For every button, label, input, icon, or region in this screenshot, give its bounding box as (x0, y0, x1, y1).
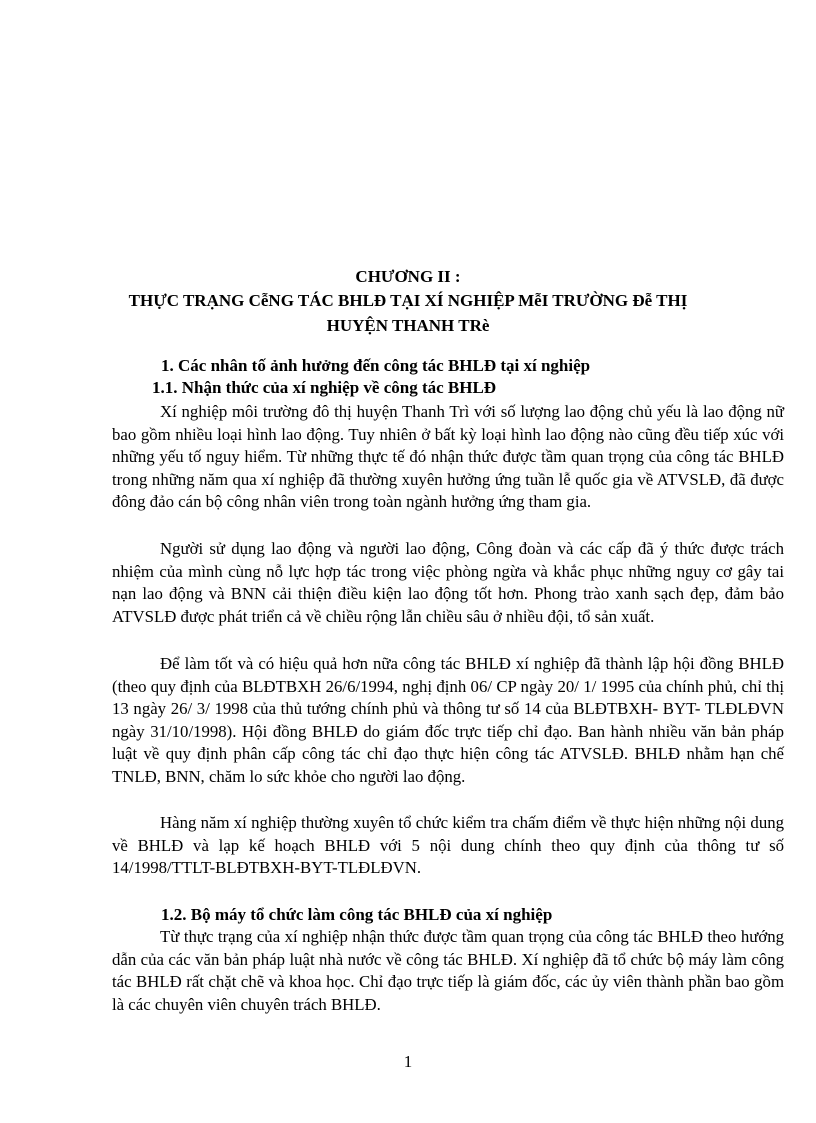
chapter-number: CHƯƠNG II : (355, 267, 461, 286)
paragraph-5: Từ thực trạng của xí nghiệp nhận thức được tầm quan trọng của công tác BHLĐ theo hướng dẫn của các văn bản pháp luật nhà nước về công tác BHLĐ. Xí nghiệp đã tổ chức bộ máy làm công tác BHLĐ rất chặt chẽ và khoa học. Chỉ đạo trực tiếp là giám đốc, các ủy viên thành phần bao gồm là các chuyên viên chuyên trách BHLĐ. (112, 927, 784, 1014)
paragraph-2: Người sử dụng lao động và người lao động, Công đoàn và các cấp đã ý thức được trách nhiệm của mình cùng nỗ lực hợp tác trong việc phòng ngừa và khắc phục những nguy cơ gây tai nạn lao động và BNN cải thiện điều kiện lao động tốt hơn. Phong trào xanh sạch đẹp, đảm bảo ATVSLĐ được phát triển cả về chiều rộng lẫn chiều sâu ở nhiều đội, tổ sản xuất. (112, 539, 784, 626)
section-1-heading: 1. Các nhân tố ảnh hưởng đến công tác BHLĐ tại xí nghiệp (161, 356, 591, 375)
section-1-1-heading: 1.1. Nhận thức của xí nghiệp về công tác BHLĐ (152, 378, 497, 397)
paragraph-4: Hàng năm xí nghiệp thường xuyên tổ chức kiểm tra chấm điểm về thực hiện những nội dung về BHLĐ và lạp kế hoạch BHLĐ với 5 nội dung chính theo quy định của thông tư số 14/1998/TTLT-BLĐTBXH-BYT-TLĐLĐVN. (112, 813, 784, 877)
paragraph-3: Để làm tốt và có hiệu quả hơn nữa công tác BHLĐ xí nghiệp đã thành lập hội đồng BHLĐ (theo quy định của BLĐTBXH 26/6/1994, nghị định 06/ CP ngày 20/ 1/ 1995 của chính phủ, chỉ thị 13 ngày 26/ 3/ 1998 của thủ tướng chính phủ và thông tư số 14 của BLĐTBXH- BYT- TLĐLĐVN ngày 31/10/1998). Hội đồng BHLĐ do giám đốc trực tiếp chỉ đạo. Ban hành nhiều văn bản pháp luật về quy định phân cấp công tác chỉ đạo thực hiện công tác ATVSLĐ. BHLĐ nhằm hạn chế TNLĐ, BNN, chăm lo sức khỏe cho người lao động. (112, 654, 784, 786)
paragraph-1: Xí nghiệp môi trường đô thị huyện Thanh Trì với số lượng lao động chủ yếu là lao động nữ bao gồm nhiều loại hình lao động. Tuy nhiên ở bất kỳ loại hình lao động nào cũng đều tiếp xúc với những yếu tố nguy hiểm. Từ những thực tế đó nhận thức được tầm quan trọng của công tác BHLĐ trong những năm qua xí nghiệp đã thường xuyên hưởng ứng tuần lễ quốc gia về ATVSLĐ, đã được đông đảo cán bộ công nhân viên trong toàn ngành hưởng ứng tham gia. (112, 402, 784, 511)
page-number: 1 (403, 1052, 413, 1071)
chapter-title-line-1: THỰC TRẠNG CễNG TÁC BHLĐ TẠI XÍ NGHIỆP MễI TRƯỜNG Đễ THỊ (128, 291, 688, 310)
section-1-2-heading: 1.2. Bộ máy tổ chức làm công tác BHLĐ của xí nghiệp (161, 905, 553, 924)
chapter-title-line-2: HUYỆN THANH TRè (326, 316, 490, 335)
